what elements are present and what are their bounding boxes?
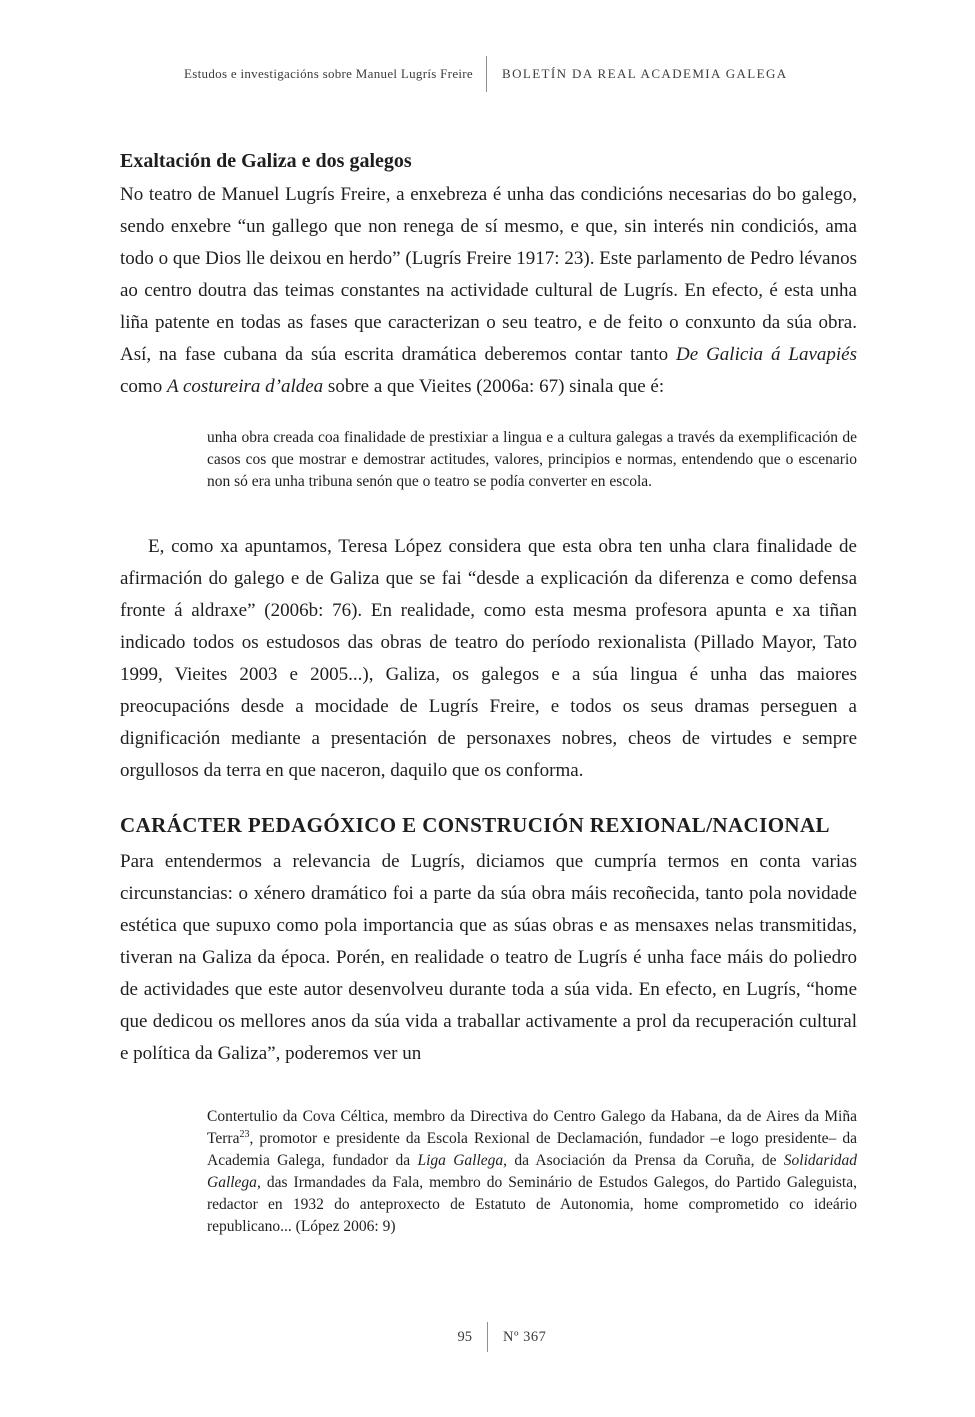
running-header bbox=[0, 56, 975, 92]
text-segment: sobre a que Vieites (2006a: 67) sinala que é: bbox=[323, 376, 665, 397]
footnote-marker-23: 23 bbox=[239, 1128, 250, 1140]
text-segment: Contertulio da Cova Céltica, membro da Directiva do Centro Galego da Habana, da de Aires da Miña Terra bbox=[207, 1108, 857, 1147]
block-quote-1: unha obra creada coa finalidade de prestixiar a lingua e a cultura galegas a través da exemplificación de casos cos que mostrar e demostrar actitudes, valores, principios e normas, entendendo que o escenario non só era unha tribuna senón que o teatro se podía converter en escola. bbox=[207, 429, 857, 490]
italic-work-title: Solidaridad Gallega bbox=[207, 1152, 857, 1191]
page-footer bbox=[0, 1322, 975, 1352]
text-segment: , promotor e presidente da Escola Rexional de Declamación, fundador –e logo presidente– da Academia Galega, fundador da bbox=[207, 1130, 857, 1169]
text-segment: , da Asociación da Prensa da Coruña, de bbox=[503, 1152, 784, 1169]
article-body bbox=[120, 150, 857, 1238]
block-quote-2 bbox=[207, 1106, 857, 1238]
italic-work-title: Liga Gallega bbox=[417, 1152, 504, 1169]
text-segment: , das Irmandades da Fala, membro do Seminário de Estudos Galegos, do Partido Galeguista, redactor en 1932 do anteproxecto de Estatuto de Autonomia, home comprometido co ideário republicano... (López 2006: 9) bbox=[207, 1174, 857, 1235]
section-heading-caracter: CARÁCTER PEDAGÓXICO E CONSTRUCIÓN REXIONAL/NACIONAL bbox=[120, 813, 830, 837]
issue-number: Nº 367 bbox=[503, 1328, 547, 1345]
text-segment: No teatro de Manuel Lugrís Freire, a enxebreza é unha das condicións necesarias do bo galego, sendo enxebre “un gallego que non renega de sí mesmo, e que, sin interés nin condiciós, ama todo o que Dios lle deixou en herdo” (Lugrís Freire 1917: 23). Este parlamento de Pedro lévanos ao centro doutra das teimas constantes na actividade cultural de Lugrís. En efecto, é esta unha liña patente en todas as fases que caracterizan o seu teatro, e de feito o conxunto da súa obra. Así, na fase cubana da súa escrita dramática deberemos contar tanto bbox=[120, 184, 857, 365]
paragraph-3: Para entendermos a relevancia de Lugrís, diciamos que cumpría termos en conta varias circunstancias: o xénero dramático foi a parte da súa obra máis recoñecida, tanto pola novidade estética que supuxo como pola importancia que as súas obras e as mensaxes nelas transmitidas, tiveran na Galiza da época. Porén, en realidade o teatro de Lugrís é unha face máis do poliedro de actividades que este autor desenvolveu durante toda a súa vida. En efecto, en Lugrís, “home que dedicou os mellores anos da súa vida a traballar activamente a prol da recuperación cultural e política da Galiza”, poderemos ver un bbox=[120, 851, 857, 1064]
page-number: 95 bbox=[457, 1328, 472, 1345]
italic-work-title: A costureira d’aldea bbox=[166, 376, 324, 397]
text-segment: como bbox=[120, 376, 167, 397]
italic-work-title: De Galicia á Lavapiés bbox=[676, 344, 857, 365]
paragraph-1 bbox=[120, 179, 857, 403]
header-journal-title: BOLETÍN DA REAL ACADEMIA GALEGA bbox=[502, 66, 788, 81]
section-heading-exaltacion: Exaltación de Galiza e dos galegos bbox=[120, 150, 412, 172]
header-article-title: Estudos e investigacións sobre Manuel Lugrís Freire bbox=[184, 66, 473, 81]
paragraph-2: E, como xa apuntamos, Teresa López considera que esta obra ten unha clara finalidade de afirmación do galego e de Galiza que se fai “desde a explicación da diferenza e como defensa fronte á aldraxe” (2006b: 76). En realidade, como esta mesma profesora apunta e xa tiñan indicado todos os estudosos das obras de teatro do período rexionalista (Pillado Mayor, Tato 1999, Vieites 2003 e 2005...), Galiza, os galegos e a súa lingua é unha das maiores preocupacións desde a mocidade de Lugrís Freire, e todos os seus dramas perseguen a dignificación mediante a presentación de personaxes nobres, cheos de virtudes e sempre orgullosos da terra en que naceron, daquilo que os conforma. bbox=[120, 536, 857, 781]
